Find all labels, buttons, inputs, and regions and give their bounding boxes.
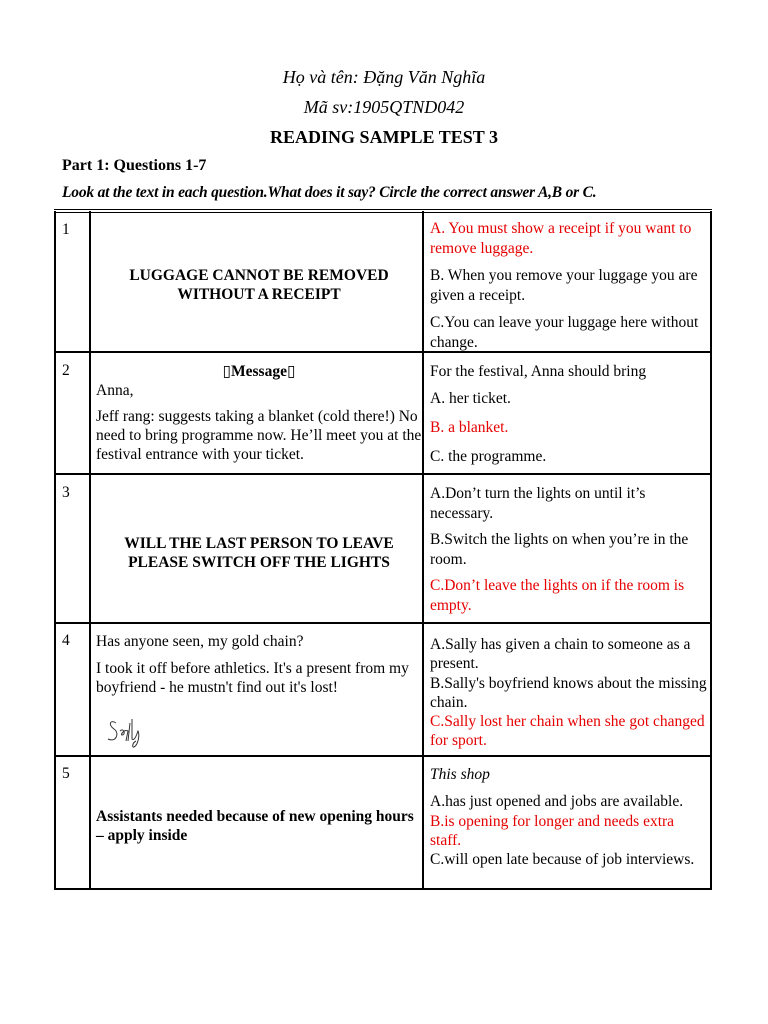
question-number: 2	[62, 362, 70, 379]
option-c[interactable]: C.will open late because of job interviews.	[430, 851, 695, 869]
note-body: I took it off before athletics. It's a present from my boyfriend - he mustn't find out it's lost!	[96, 660, 409, 696]
question-row-3	[54, 475, 712, 622]
question-row-2	[54, 353, 712, 473]
option-b[interactable]: B. a blanket.	[430, 419, 509, 436]
table-bottom-border	[54, 888, 712, 890]
question-notice: WILL THE LAST PERSON TO LEAVE PLEASE SWITCH OFF THE LIGHTS	[124, 535, 394, 571]
message-body: Jeff rang: suggests taking a blanket (cold there!) No need to bring programme now. He’ll meet you at the festival entrance with your ticket.	[96, 408, 422, 463]
page-title: READING SAMPLE TEST 3	[270, 127, 498, 147]
question-number: 1	[62, 221, 70, 238]
question-prompt: For the festival, Anna should bring	[430, 363, 647, 380]
question-row-5	[54, 757, 712, 888]
question-message	[96, 362, 422, 464]
option-c[interactable]: C. the programme.	[430, 448, 547, 465]
option-a[interactable]: A.Don’t turn the lights on until it’s necessary.	[430, 485, 646, 522]
question-prompt: This shop	[430, 766, 490, 783]
question-row-1	[54, 213, 712, 351]
message-greeting: Anna,	[96, 382, 134, 399]
option-c[interactable]: C.You can leave your luggage here without change.	[430, 314, 699, 351]
instruction-text: Look at the text in each question.What does it say? Circle the correct answer A,B or C.	[62, 184, 597, 201]
option-b[interactable]: B.Sally's boyfriend knows about the missing chain.	[430, 674, 707, 711]
question-notice: Assistants needed because of new opening hours – apply inside	[96, 808, 414, 844]
question-number: 4	[62, 632, 70, 649]
answer-options	[430, 362, 708, 466]
question-number: 3	[62, 484, 70, 501]
option-a[interactable]: A. her ticket.	[430, 390, 511, 407]
part-heading: Part 1: Questions 1-7	[62, 157, 207, 174]
question-row-4	[54, 624, 712, 755]
question-number: 5	[62, 765, 70, 782]
option-b[interactable]: B.Switch the lights on when you’re in the room.	[430, 531, 689, 568]
note-line: Has anyone seen, my gold chain?	[96, 633, 304, 650]
signature-image	[102, 701, 162, 751]
student-id: Mã sv:1905QTND042	[303, 97, 465, 117]
message-heading: ▯Message▯	[222, 363, 296, 380]
answer-options	[430, 219, 708, 352]
box-glyph-icon: ▯	[286, 363, 296, 380]
answer-options	[430, 635, 708, 751]
student-name: Họ và tên: Đặng Văn Nghĩa	[282, 67, 486, 87]
question-note	[96, 632, 422, 756]
option-c[interactable]: C.Don’t leave the lights on if the room is empty.	[430, 577, 685, 614]
answer-options	[430, 765, 708, 869]
option-a[interactable]: A.Sally has given a chain to someone as a present.	[430, 636, 691, 673]
option-b[interactable]: B. When you remove your luggage you are given a receipt.	[430, 267, 698, 304]
answer-options	[430, 484, 708, 615]
question-notice: LUGGAGE CANNOT BE REMOVED WITHOUT A RECEIPT	[129, 267, 389, 303]
box-glyph-icon: ▯	[222, 363, 232, 380]
option-a[interactable]: A. You must show a receipt if you want to remove luggage.	[430, 220, 692, 257]
option-b[interactable]: B.is opening for longer and needs extra staff.	[430, 812, 675, 849]
option-c[interactable]: C.Sally lost her chain when she got changed for sport.	[430, 713, 705, 750]
option-a[interactable]: A.has just opened and jobs are available.	[430, 793, 684, 811]
